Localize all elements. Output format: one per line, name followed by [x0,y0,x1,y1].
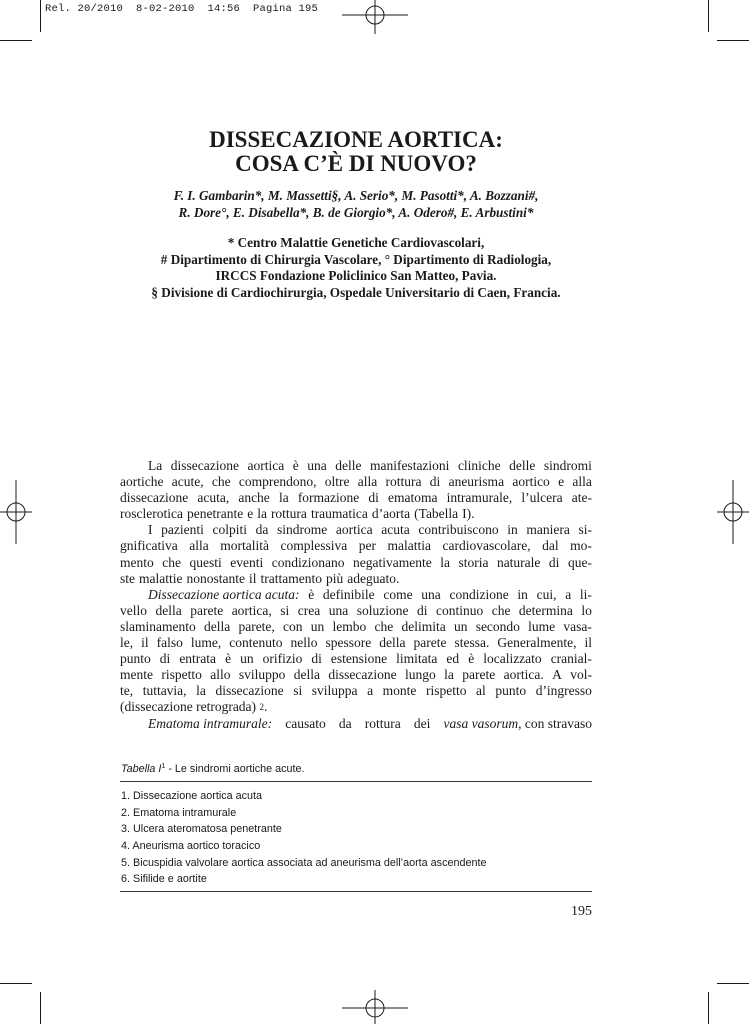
word: allo [210,667,231,683]
word: della [203,618,231,634]
word: monte [382,683,417,699]
table-bottom-rule [120,891,592,892]
word: da [255,522,269,538]
word: (Tabella [414,506,459,522]
text-line [120,635,592,651]
word: mento [120,554,154,570]
word: lume [528,618,556,634]
word: che [491,602,511,618]
word: lume, [190,635,222,651]
word: condizione [449,586,509,602]
text-line [120,683,592,699]
word: più [325,570,344,586]
word: questi [189,554,222,570]
word: traumatica [310,506,368,522]
text-fragment: (dissecazione retrograda) [120,699,257,715]
word: malattie [139,570,183,586]
word: cardiovascolare, [442,538,531,554]
word: I). [462,506,475,522]
word: della [293,667,321,683]
text-line [120,522,592,538]
affiliation-line: IRCCS Fondazione Policlinico San Matteo, Pavia. [215,268,497,283]
word: rispetto [425,683,467,699]
word: trattamento [260,570,322,586]
word: I [148,522,153,538]
word: è [225,651,232,667]
table-caption [121,763,305,775]
word: e [247,506,254,522]
word: la [196,683,206,699]
word: della [155,602,182,618]
word: la [257,506,267,522]
word: il [248,570,257,586]
text-fragment [443,716,591,732]
word: la [444,667,454,683]
text-line [120,506,592,522]
word: spessore [325,635,372,651]
word: colpiti [212,522,247,538]
word: La [148,458,163,473]
text-line [120,474,592,490]
crop-mark-top-left-h [0,40,32,41]
word: estensione [330,651,388,667]
word: acuta [381,522,410,538]
word: al [476,683,486,699]
word: alla [189,538,209,554]
word: ematoma [388,490,438,506]
body-text [120,458,592,732]
word: ste [120,570,135,586]
word: te, [120,683,134,699]
word: rottura [364,715,401,731]
word: per [358,538,377,554]
word: localizzato [483,651,542,667]
word: pazienti [161,522,204,538]
word: un [453,618,468,634]
text-line [120,538,592,554]
word: della [379,635,406,651]
word: lo [581,602,592,618]
term-dissecazione: Dissecazione aortica acuta: [148,586,300,602]
word: aortiche [120,474,164,490]
title-line-1: DISSECAZIONE AORTICA: [209,127,503,152]
word: di [548,554,560,570]
word: aortica. [503,667,544,683]
crop-mark-bottom-right-h [717,983,749,984]
word: in [517,586,528,602]
word: oltre [324,474,350,490]
word: anche [238,490,270,506]
text-line [120,619,592,635]
text-line [120,587,592,603]
printer-slug: Rel. 20/2010 8-02-2010 14:56 Pagina 195 [45,3,319,15]
word: gnificativa [120,538,178,554]
word: vello [120,602,147,618]
word: aortica [247,458,285,473]
word: delle [335,458,362,473]
affiliation-line: § Divisione di Cardiochirurgia, Ospedale Universitario di Caen, Francia. [151,284,561,300]
text-line [120,490,592,506]
word: si [280,602,290,618]
text-line [120,555,592,571]
word: di [429,474,441,490]
table-row: 4. Aneurisma aortico toracico [121,840,261,853]
word: parete [413,635,447,651]
affiliation-line: # Dipartimento di Chirurgia Vascolare, ° Dipartimento di Radiologia, [160,251,552,267]
word: alla [572,474,592,490]
title-line-2: COSA C’È DI NUOVO? [235,151,477,176]
word: orifizio [262,651,303,667]
text-line [120,716,592,732]
text-fragment: , con stravaso [518,715,592,731]
word: d’ingresso [535,683,592,699]
table-label: Tabella I [121,763,162,775]
word: rottura [385,474,422,490]
author-list [120,187,592,221]
word: contribuiscono [418,522,499,538]
word: entrata [179,651,217,667]
word: causato [285,715,326,731]
word: punto [495,683,527,699]
word: falso [156,635,183,651]
word: sindrome [276,522,328,538]
word: rispetto [161,667,202,683]
word: nonostante [186,570,245,586]
word: contenuto [229,635,283,651]
word: acuta, [197,490,230,506]
registration-mark-left [0,480,32,544]
word: l’ulcera [521,490,563,506]
word: delimita [401,618,446,634]
word: limitata [396,651,438,667]
word: vasa- [563,618,592,634]
text-line [120,651,592,667]
word: soluzione [356,602,409,618]
crop-mark-bottom-left-h [0,983,32,984]
word: dissecazione [120,490,189,506]
word: mente [120,667,153,683]
word: cliniche [457,458,501,473]
word: penetrante [186,506,244,522]
word: acute, [171,474,204,490]
word: d’aorta [371,506,411,522]
registration-mark-right [717,480,749,544]
text-line [120,603,592,619]
crop-mark-bottom-right-v [708,992,709,1024]
word: un [310,618,325,634]
text-line [120,699,592,715]
word: a [565,586,572,602]
word: si [293,683,303,699]
word: alla [357,474,378,490]
word: negativamente [352,554,432,570]
word: maniera [526,522,570,538]
word: vol- [570,667,592,683]
word: nello [290,635,318,651]
word: una [328,602,349,618]
word: di [159,651,171,667]
word: punto [120,651,151,667]
word: delle [509,458,536,473]
word: la [440,554,450,570]
word: manifestazioni [369,458,450,473]
word: la [278,490,289,506]
word: definibile [322,586,375,602]
word: è [292,458,299,473]
word: aortica [335,522,373,538]
word: il [141,635,149,651]
word: a [367,683,374,699]
word: sviluppo [238,667,286,683]
word: dissecazione [170,458,239,473]
word: con [283,618,303,634]
table-row: 6. Sifilide e aortite [121,873,207,886]
affiliations [120,235,592,301]
table-caption-text: - Le sindromi aortiche acute. [165,763,305,775]
word: A [552,667,562,683]
text-line [120,571,592,587]
word: un [240,651,254,667]
word: intramurale, [446,490,513,506]
word: slaminamento [120,618,196,634]
word: dal [542,538,559,554]
word: comprendono, [238,474,317,490]
table-top-rule [120,781,592,782]
word: da [338,715,352,731]
word: condizionano [271,554,345,570]
word: di [368,490,379,506]
word: di [311,651,322,667]
word: ed [446,651,460,667]
citation-ref: 2 [259,702,264,713]
word: ate- [571,490,592,506]
registration-mark-bottom [342,990,408,1024]
word: eventi [230,554,264,570]
table-row: 3. Ulcera ateromatosa penetrante [121,823,282,836]
word: che [211,474,231,490]
table-ref: 1 [161,763,166,770]
word: formazione [297,490,360,506]
authors-line-2: R. Dore°, E. Disabella*, B. de Giorgio*, A. Odero#, E. Arbustini* [178,205,534,220]
word: aortico [512,474,550,490]
crop-mark-top-left-v [40,0,41,32]
word: è [468,651,475,667]
word: dei [413,715,431,731]
word: rosclerotica [120,506,183,522]
word: parete [190,602,224,618]
word: determina [518,602,573,618]
affiliation-line: * Centro Malattie Genetiche Cardiovascolari, [227,235,485,250]
word: come [383,586,413,602]
word: que- [567,554,592,570]
word: parete [462,667,496,683]
word: le, [120,635,134,651]
word: secondo [475,618,520,634]
word: una [421,586,441,602]
text-fragment: . [263,699,268,715]
crop-mark-top-right-v [708,0,709,32]
word: parete, [238,618,275,634]
word: sindromi [543,458,592,473]
word: stessa. [454,635,490,651]
term-vasa-vasorum: vasa vasorum [443,715,519,731]
text-line [120,667,592,683]
word: aortica, [231,602,272,618]
registration-mark-top [342,0,408,34]
word: complessiva [280,538,348,554]
word: naturale [496,554,541,570]
word: mortalità [220,538,269,554]
word: sviluppa [311,683,358,699]
table-row: 1. Dissecazione aortica acuta [121,790,263,802]
word: lungo [404,667,436,683]
word: tuttavia, [142,683,187,699]
crop-mark-top-right-h [717,40,749,41]
word: adeguato. [347,570,400,586]
text-line [120,458,592,474]
word: dissecazione [328,667,397,683]
word: lembo [332,618,367,634]
word: dissecazione [215,683,284,699]
article-title [120,128,592,176]
crop-mark-bottom-left-v [40,992,41,1024]
word: malattia [387,538,432,554]
word: mo- [570,538,592,554]
word: si- [578,522,592,538]
table-rows [121,788,593,888]
word: è [308,586,315,602]
word: crea [297,602,321,618]
authors-line-1: F. I. Gambarin*, M. Massetti§, A. Serio*, M. Pasotti*, A. Bozzani#, [173,188,539,203]
word: una [307,458,327,473]
table-row: 2. Ematoma intramurale [121,806,237,819]
word: di [416,602,428,618]
word: storia [458,554,489,570]
word: cranial- [550,651,592,667]
word: e [558,474,565,490]
word: Generalmente, [497,635,577,651]
table-row: 5. Bicuspidia valvolare aortica associata ad aneurisma dell’aorta ascendente [121,856,487,869]
term-ematoma: Ematoma intramurale: [148,715,273,731]
word: continuo [435,602,484,618]
word: il [584,635,592,651]
page-number: 195 [571,904,592,919]
word: che [162,554,181,570]
word: rottura [270,506,307,522]
word: che [374,618,394,634]
word: aneurisma [448,474,505,490]
word: cui, [536,586,557,602]
word: in [507,522,518,538]
word: li- [579,586,592,602]
